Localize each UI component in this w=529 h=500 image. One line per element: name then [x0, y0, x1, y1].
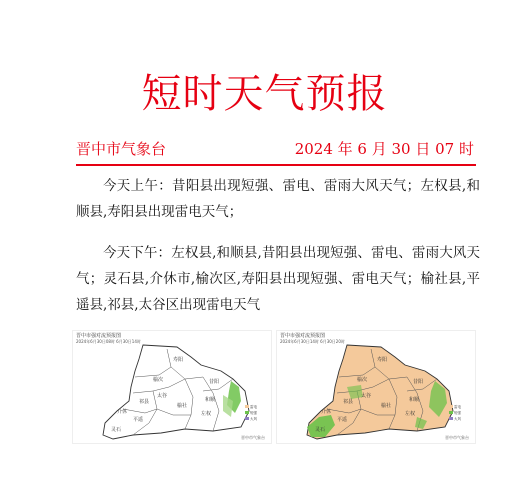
county-label: 介休	[321, 409, 332, 415]
county-label: 灵石	[111, 427, 122, 433]
county-label: 左权	[405, 411, 416, 417]
map-title: 晋中市强对流预报图	[76, 333, 122, 339]
report-title: 短时天气预报	[141, 71, 388, 117]
county-label: 太谷	[361, 393, 372, 399]
forecast-map-afternoon	[276, 330, 476, 444]
map-title: 晋中市强对流预报图	[280, 333, 326, 339]
forecast-map-morning	[72, 330, 272, 444]
map-time: 2024年6月30日14时 6月30日20时	[280, 339, 345, 344]
county-label: 祁县	[343, 399, 354, 405]
map-time: 2024年6月30日08时 6月30日14时	[76, 339, 141, 344]
county-label: 寿阳	[173, 357, 184, 363]
county-label: 灵石	[315, 427, 326, 433]
map-legend	[245, 404, 258, 421]
region-map	[277, 331, 475, 443]
county-label: 榆次	[153, 377, 164, 383]
county-label: 昔阳	[209, 379, 220, 385]
report-meta	[76, 139, 476, 159]
county-label: 和顺	[205, 397, 216, 403]
forecast-afternoon: 今天下午：左权县,和顺县,昔阳县出现短强、雷电、雷雨大风天气；灵石县,介休市,榆次区,寿阳县出现短强、雷电天气；榆社县,平遥县,祁县,太谷区出现雷电天气	[76, 245, 480, 313]
county-label: 榆社	[381, 403, 392, 409]
svg-text:短强: 短强	[454, 411, 461, 415]
county-label: 介休	[117, 409, 128, 415]
svg-text:大风: 大风	[454, 417, 461, 421]
issuer: 晋中市气象台	[76, 140, 167, 158]
map-source: 晋中市气象台	[241, 435, 265, 440]
forecast-morning: 今天上午：昔阳县出现短强、雷电、雷雨大风天气；左权县,和顺县,寿阳县出现雷电天气；	[76, 178, 480, 220]
county-label: 榆社	[177, 403, 188, 409]
red-divider	[76, 164, 476, 166]
county-label: 祁县	[139, 399, 150, 405]
svg-text:雷电: 雷电	[454, 405, 461, 409]
issue-time: 2024 年 6 月 30 日 07 时	[294, 140, 474, 158]
county-label: 榆次	[357, 377, 368, 383]
county-label: 太谷	[157, 393, 168, 399]
svg-text:短强: 短强	[250, 411, 257, 415]
county-label: 平遥	[337, 417, 348, 423]
svg-text:大风: 大风	[250, 417, 257, 421]
county-label: 和顺	[409, 397, 420, 403]
county-label: 平遥	[133, 417, 144, 423]
region-map	[73, 331, 271, 443]
county-label: 昔阳	[413, 379, 424, 385]
map-source: 晋中市气象台	[445, 435, 469, 440]
county-label: 寿阳	[377, 357, 388, 363]
svg-text:雷电: 雷电	[250, 405, 257, 409]
map-legend	[449, 404, 462, 421]
county-label: 左权	[201, 411, 212, 417]
